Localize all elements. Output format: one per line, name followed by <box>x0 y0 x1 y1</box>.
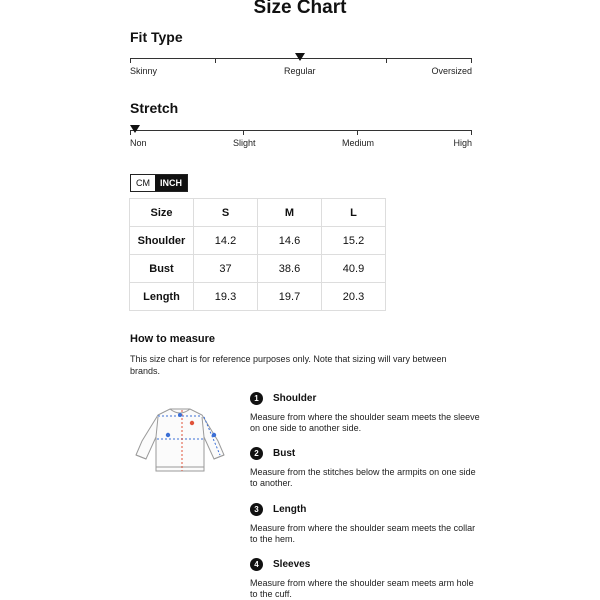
step-number-badge: 2 <box>250 447 263 460</box>
scale-tick <box>215 58 216 63</box>
scale-tick <box>386 58 387 63</box>
step-description: Measure from where the shoulder seam meets arm hole to the cuff. <box>250 578 474 599</box>
table-header-cell: S <box>194 199 258 227</box>
bust-point-icon <box>166 433 170 437</box>
unit-inch-button[interactable]: INCH <box>155 175 187 191</box>
table-cell: 40.9 <box>322 255 386 283</box>
table-header-cell: M <box>258 199 322 227</box>
shoulder-point-icon <box>178 413 182 417</box>
step-number-badge: 1 <box>250 392 263 405</box>
table-cell: 15.2 <box>322 227 386 255</box>
table-cell: 14.6 <box>258 227 322 255</box>
sweatshirt-diagram-icon <box>128 405 232 477</box>
table-row-label: Shoulder <box>130 227 194 255</box>
step-name: Sleeves <box>273 559 311 570</box>
page-title: Size Chart <box>253 0 347 18</box>
step-name: Length <box>273 504 307 515</box>
stretch-heading: Stretch <box>130 100 179 116</box>
table-row <box>130 283 386 311</box>
sleeve-point-icon <box>212 433 216 437</box>
scale-tick <box>130 58 131 63</box>
step-description: Measure from where the shoulder seam meets the sleeve on one side to another side. <box>250 412 480 433</box>
step-name: Bust <box>273 448 296 459</box>
fit-label-skinny: Skinny <box>130 66 158 76</box>
stretch-selected-marker-icon <box>130 125 140 133</box>
scale-tick <box>243 130 244 135</box>
stretch-label-medium: Medium <box>342 138 375 148</box>
scale-tick <box>471 130 472 135</box>
step-description: Measure from the stitches below the armpits on one side to another. <box>250 467 476 488</box>
unit-toggle <box>130 174 188 192</box>
scale-tick <box>357 130 358 135</box>
step-name: Shoulder <box>273 393 317 404</box>
table-row-label: Length <box>130 283 194 311</box>
table-cell: 14.2 <box>194 227 258 255</box>
step-number-badge: 4 <box>250 558 263 571</box>
table-header-cell: Size <box>130 199 194 227</box>
scale-tick <box>471 58 472 63</box>
step-number-badge: 3 <box>250 503 263 516</box>
table-cell: 37 <box>194 255 258 283</box>
fit-label-regular: Regular <box>284 66 316 76</box>
table-cell: 20.3 <box>322 283 386 311</box>
table-cell: 38.6 <box>258 255 322 283</box>
step-description: Measure from where the shoulder seam meets the collar to the hem. <box>250 523 476 544</box>
fit-type-scale <box>130 51 472 76</box>
how-to-measure-heading: How to measure <box>130 333 215 345</box>
table-row-label: Bust <box>130 255 194 283</box>
size-table <box>129 198 386 311</box>
fit-type-heading: Fit Type <box>130 29 183 45</box>
table-cell: 19.3 <box>194 283 258 311</box>
reference-note: This size chart is for reference purposes only. Note that sizing will vary between brands. <box>130 354 447 376</box>
stretch-label-non: Non <box>130 138 147 148</box>
stretch-scale <box>130 123 472 148</box>
unit-cm-button[interactable]: CM <box>136 178 150 188</box>
table-row <box>130 227 386 255</box>
fit-label-oversized: Oversized <box>431 66 472 76</box>
scale-line <box>130 130 472 131</box>
stretch-label-high: High <box>453 138 472 148</box>
table-header-row <box>130 199 386 227</box>
fit-selected-marker-icon <box>295 53 305 61</box>
table-row <box>130 255 386 283</box>
length-point-icon <box>190 421 194 425</box>
table-cell: 19.7 <box>258 283 322 311</box>
table-header-cell: L <box>322 199 386 227</box>
stretch-label-slight: Slight <box>233 138 256 148</box>
